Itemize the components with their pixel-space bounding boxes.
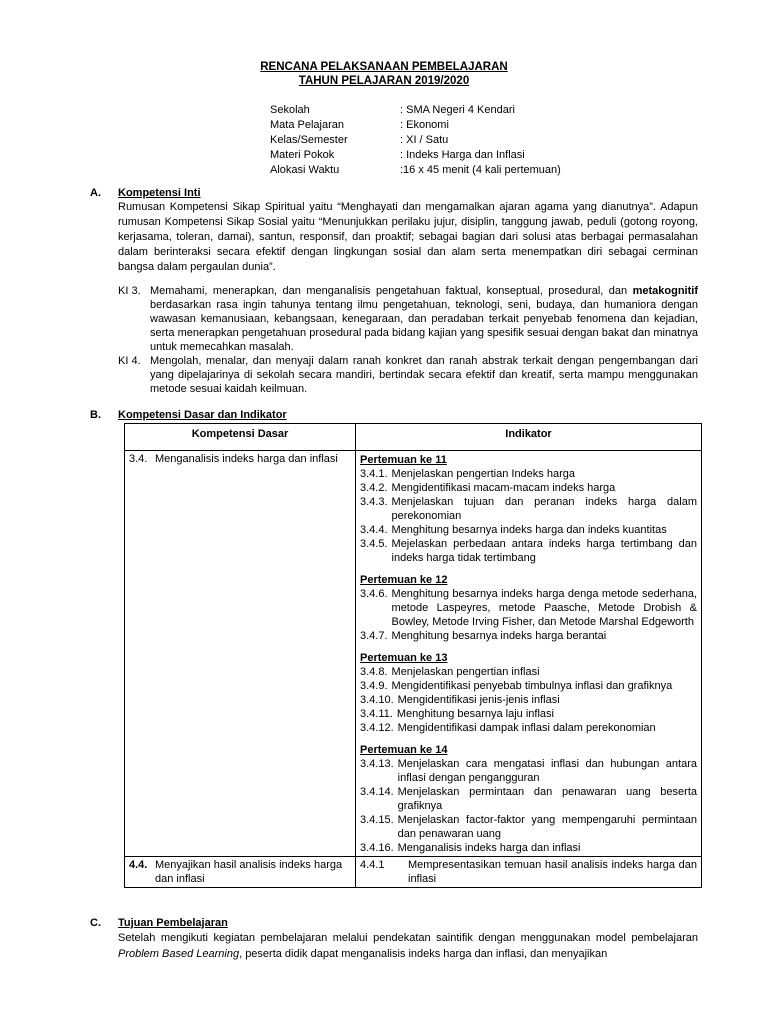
indicator-item: 3.4.9. Mengidentifikasi penyebab timbulnya inflasi dan grafiknya <box>360 680 673 692</box>
indicator-item: 3.4.8. Menjelaskan pengertian inflasi <box>360 666 540 678</box>
meeting-title: Pertemuan ke 13 <box>360 652 448 664</box>
indicator-cell <box>356 451 702 857</box>
indicator-item: 4.4.1 Mempresentasikan temuan hasil analisis indeks harga dan inflasi <box>360 859 697 885</box>
tujuan-paragraph: Setelah mengikuti kegiatan pembelajaran melalui pendekatan saintifik dengan menggunakan model pembelajaran Problem Based Learning, peserta didik dapat menganalisis indeks harga dan inflasi, dan menyajikan <box>118 932 698 960</box>
info-row: Kelas/Semester : XI / Satu <box>270 134 449 146</box>
indicator-cell <box>356 857 702 888</box>
ki3-item: KI 3. Memahami, menerapkan, dan menganalisis pengetahuan faktual, konseptual, prosedural, dan metakognitif berdasarkan rasa ingin tahunya tentang ilmu pengetahuan, teknologi, seni, budaya, dan humaniora dengan wawasan kemanusiaan, kebangsaan, kenegaraan, dan peradaban terkait penyebab fenomena dan kejadian, serta menerapkan pengetahuan prosedural pada bidang kajian yang spesifik sesuai dengan bakat dan minatnya untuk memecahkan masalah. <box>118 285 698 353</box>
section-a-heading: A. Kompetensi Inti <box>90 187 201 199</box>
indicator-item: 3.4.14. Menjelaskan permintaan dan penawaran uang beserta grafiknya <box>360 786 697 812</box>
indicator-item: 3.4.16. Menganalisis indeks harga dan inflasi <box>360 842 581 854</box>
info-row: Mata Pelajaran : Ekonomi <box>270 119 449 131</box>
indicator-item: 3.4.2. Mengidentifikasi macam-macam indeks harga <box>360 482 616 494</box>
info-row: Alokasi Waktu :16 x 45 menit (4 kali pertemuan) <box>270 164 561 176</box>
indicator-item: 3.4.15. Menjelaskan factor-faktor yang mempengaruhi permintaan dan penawaran uang <box>360 814 697 840</box>
section-c-heading: C. Tujuan Pembelajaran <box>90 917 228 929</box>
section-b-heading: B. Kompetensi Dasar dan Indikator <box>90 409 287 421</box>
column-header-indikator: Indikator <box>356 424 702 451</box>
ki3-text: Memahami, menerapkan, dan menganalisis pengetahuan faktual, konseptual, prosedural, dan metakognitif berdasarkan rasa ingin tahunya tentang ilmu pengetahuan, teknologi, seni, budaya, dan humaniora dengan wawasan kemanusiaan, kebangsaan, kenegaraan, dan peradaban terkait penyebab fenomena dan kejadian, serta menerapkan pengetahuan prosedural pada bidang kajian yang spesifik sesuai dengan bakat dan minatnya untuk memecahkan masalah. <box>150 285 698 353</box>
document-title: RENCANA PELAKSANAAN PEMBELAJARAN <box>260 61 508 73</box>
document-subtitle: TAHUN PELAJARAN 2019/2020 <box>298 75 470 87</box>
ki4-text: Mengolah, menalar, dan menyaji dalam ranah konkret dan ranah abstrak terkait dengan pengembangan dari yang dipelajarinya di sekolah secara mandiri, bertindak secara efektif dan kreatif, serta mampu menggunakan metode sesuai kaidah keilmuan. <box>150 355 698 395</box>
table-header-row <box>125 424 702 451</box>
kompetensi-inti-paragraph: Rumusan Kompetensi Sikap Spiritual yaitu “Menghayati dan mengamalkan ajaran agama yang dianutnya”. Adapun rumusan Kompetensi Sikap Sosial yaitu “Menunjukkan perilaku jujur, disiplin, tanggung jawab, peduli (gotong royong, kerjasama, toleran, damai), santun, responsif, dan proaktif; sebagai bagian dari solusi atas berbagai permasalahan dalam berinteraksi secara efektif dengan lingkungan sosial dan alam serta menempatkan diri sebagai cerminan bangsa dalam pergaulan dunia”. <box>118 201 698 273</box>
indicator-item: 3.4.13. Menjelaskan cara mengatasi inflasi dan hubungan antara inflasi dengan pengangguran <box>360 758 697 784</box>
meeting-title: Pertemuan ke 12 <box>360 574 448 586</box>
table-row <box>125 451 702 857</box>
indicator-item: 3.4.3. Menjelaskan tujuan dan peranan indeks harga dalam perekonomian <box>360 496 697 522</box>
indicator-item: 3.4.5. Mejelaskan perbedaan antara indeks harga tertimbang dan indeks harga tidak tertimbang <box>360 538 697 564</box>
kd-cell: 4.4. Menyajikan hasil analisis indeks harga dan inflasi <box>125 857 356 888</box>
meeting-title: Pertemuan ke 11 <box>360 454 447 466</box>
indicator-item: 3.4.6. Menghitung besarnya indeks harga denga metode sederhana, metode Laspeyres, metode Paasche, Metode Drobish & Bowley, Metode Irving Fisher, dan Metode Marshal Edgeworth <box>360 588 697 628</box>
indicator-item: 3.4.7. Menghitung besarnya indeks harga berantai <box>360 630 607 642</box>
table-row <box>125 857 702 888</box>
indicator-item: 3.4.1. Menjelaskan pengertian Indeks harga <box>360 468 575 480</box>
info-row: Materi Pokok : Indeks Harga dan Inflasi <box>270 149 525 161</box>
indicator-item: 3.4.10. Mengidentifikasi jenis-jenis inflasi <box>360 694 560 706</box>
kd-indicator-table <box>124 423 702 888</box>
indicator-item: 3.4.12. Mengidentifikasi dampak inflasi dalam perekonomian <box>360 722 656 734</box>
meeting-title: Pertemuan ke 14 <box>360 744 448 756</box>
indicator-item: 3.4.4. Menghitung besarnya indeks harga dan indeks kuantitas <box>360 524 667 536</box>
ki4-item: KI 4. Mengolah, menalar, dan menyaji dalam ranah konkret dan ranah abstrak terkait dengan pengembangan dari yang dipelajarinya di sekolah secara mandiri, bertindak secara efektif dan kreatif, serta mampu menggunakan metode sesuai kaidah keilmuan. <box>118 355 698 395</box>
kd-cell: 3.4. Menganalisis indeks harga dan inflasi <box>125 451 356 857</box>
info-row: Sekolah : SMA Negeri 4 Kendari <box>270 104 515 116</box>
column-header-kd: Kompetensi Dasar <box>125 424 356 451</box>
indicator-item: 3.4.11. Menghitung besarnya laju inflasi <box>360 708 554 720</box>
identity-block <box>270 103 561 178</box>
